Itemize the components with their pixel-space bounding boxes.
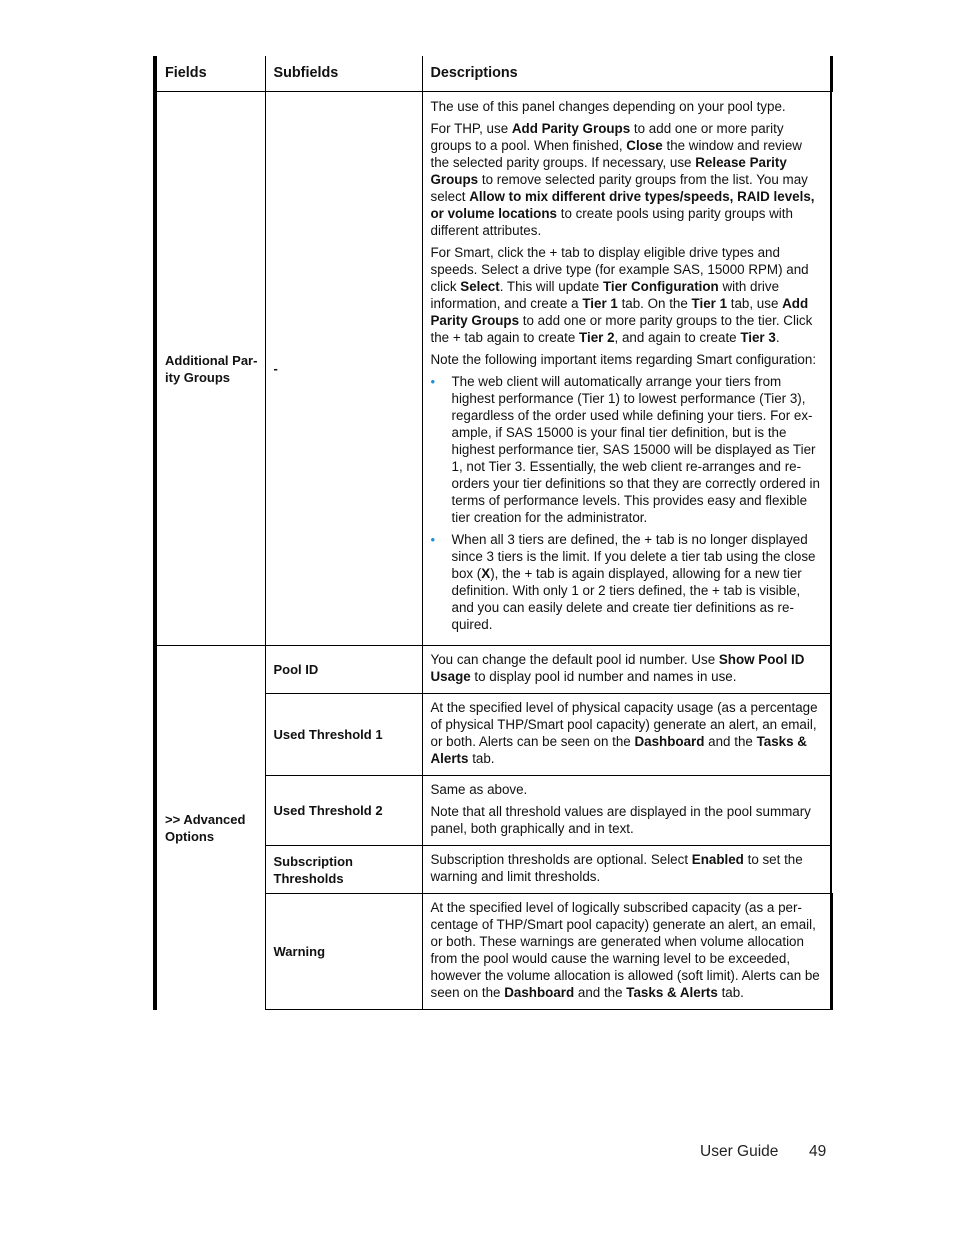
header-row (155, 56, 831, 92)
description-warning: At the specified level of logically subscribed capacity (as a per- centage of THP/Smart pool capacity) generate an alert, an email, or both. These warnings are generated when volume allocation from the pool would cause the warning level to be exceeded, however the volume allocation is allowed (soft limit). Alerts can be seen on the Dashboard and the Tasks & Alerts tab. (422, 894, 831, 1010)
subfield-used-threshold-2: Used Threshold 2 (265, 776, 422, 846)
parity-smart-paragraph: For Smart, click the + tab to display eligible drive types and speeds. Select a drive type (for example SAS, 15000 RPM) and click Select. This will update Tier Configuration with drive information, and create a Tier 1 tab. On the Tier 1 tab, use Add Parity Groups to add one or more parity groups to the tier. Click the + tab again to create Tier 2, and again to create Tier 3. (430, 245, 813, 345)
subfield-dash: - (265, 92, 422, 646)
smart-notes-list (431, 373, 824, 633)
field-additional-parity-groups: Additional Par- ity Groups (155, 92, 265, 646)
parity-note-heading: Note the following important items regarding Smart configuration: (430, 352, 817, 367)
page-number: 49 (809, 1143, 827, 1160)
fields-table-container (153, 56, 829, 1010)
list-item: • The web client will automatically arrange your tiers from highest performance (Tier 1) to lowest performance (Tier 3), regardless of the order used while defining your tiers. For ex- ample, if SAS 15000 is your final tier definition, but is the highest performance tier, SAS 15000 will be displayed as Tier 1, not Tier 3. Essentially, the web client re-arranges and re-orders your tier definitions so that they are correctly ordered in terms of performance levels. This provides easy and flexible tier creation for the administrator. (430, 374, 820, 525)
table-row-parity-groups (155, 92, 831, 646)
subfield-pool-id: Pool ID (265, 646, 422, 694)
subfield-warning: Warning (265, 894, 422, 1010)
description-pool-id: You can change the default pool id number. Use Show Pool ID Usage to display pool id number and names in use. (422, 646, 831, 694)
subfield-used-threshold-1: Used Threshold 1 (265, 694, 422, 776)
description-parity-groups (422, 92, 831, 646)
header-subfields: Subfields (265, 56, 422, 92)
header-descriptions: Descriptions (422, 56, 831, 92)
list-item: • When all 3 tiers are defined, the + tab is no longer displayed since 3 tiers is the limit. If you delete a tier tab using the close box (X), the + tab is again displayed, allowing for a new tier definition. With only 1 or 2 tiers defined, the + tab is visible, and you can easily delete and create tier definitions as re- quired. (430, 532, 816, 632)
table-row-pool-id (155, 646, 831, 694)
description-used-threshold-1: At the specified level of physical capacity usage (as a percentage of physical THP/Smart pool capacity) generate an alert, an email, or both. Alerts can be seen on the Dashboard and the Tasks & Alerts tab. (422, 694, 831, 776)
subfield-subscription-thresholds: Subscription Thresholds (265, 846, 422, 894)
field-advanced-options: >> Advanced Options (155, 646, 265, 1010)
page-footer (700, 1143, 827, 1161)
description-subscription-thresholds: Subscription thresholds are optional. Select Enabled to set the warning and limit thresholds. (422, 846, 831, 894)
bullet-icon: • (430, 532, 436, 547)
parity-thp-paragraph: For THP, use Add Parity Groups to add one or more parity groups to a pool. When finished, Close the window and review the selected parity groups. If necessary, use Release Parity Groups to remove selected parity groups from the list. You may select Allow to mix different drive types/speeds, RAID levels, or volume locations to create pools using parity groups with different attributes. (430, 121, 815, 238)
header-fields: Fields (155, 56, 265, 92)
description-used-threshold-2 (422, 776, 831, 846)
bullet-icon: • (430, 374, 436, 389)
footer-label: User Guide (700, 1143, 779, 1160)
fields-table (153, 56, 833, 1010)
used2-note-text: Note that all threshold values are displayed in the pool summary panel, both graphically and in text. (430, 804, 811, 836)
parity-intro: The use of this panel changes depending on your pool type. (430, 99, 786, 114)
used2-same-text: Same as above. (430, 782, 528, 797)
